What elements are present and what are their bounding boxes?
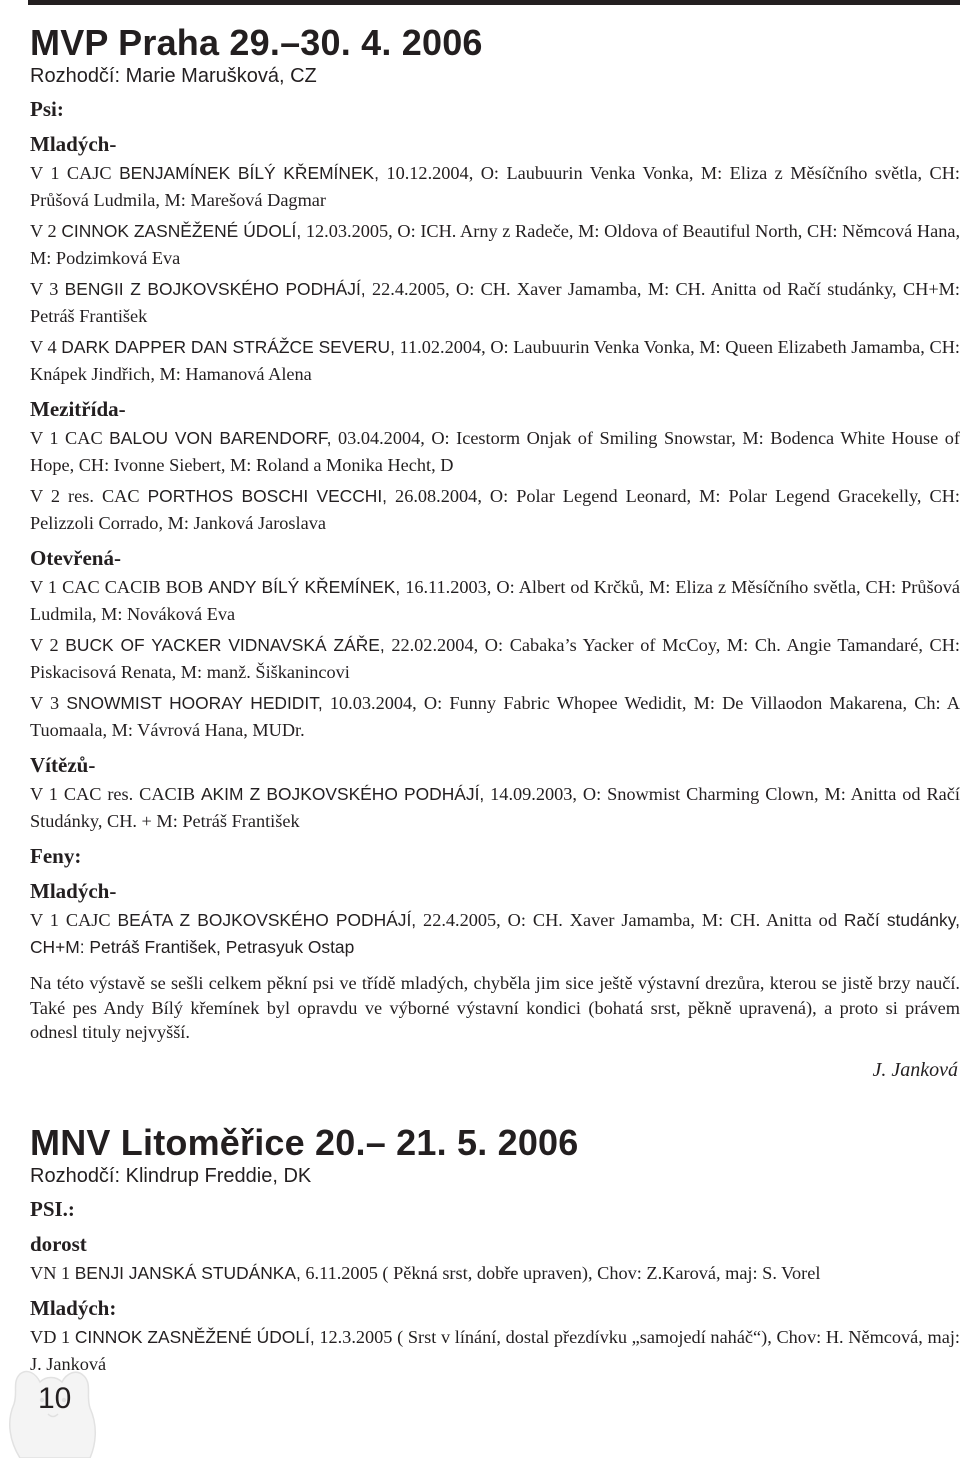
heading-class-junior: Mladých: — [30, 1295, 117, 1320]
entry-details: 6.11.2005 ( Pěkná srst, dobře upraven), Chov: Z.Karová, maj: S. Vorel — [300, 1262, 821, 1283]
entry — [30, 690, 960, 744]
commentary-paragraph: Na této výstavě se sešli celkem pěkní psi ve třídě mladých, chyběla jim sice ještě výstavní drezůra, kterou se jistě brzy naučí. Také pes Andy Bílý křemínek byl opravdu ve výborné výstavní kondici (bohatá srst, pěkně upravená), a proto si právem odnesl tituly nejvyšší. — [30, 973, 960, 1042]
entry-rank: V 4 — [30, 337, 62, 357]
entry-details: 26.08.2004, O: Polar Legend Leonard, M: Polar Legend Gracekelly, CH: Pelizzoli Corrado, M: Janková Jaroslava — [30, 486, 960, 533]
heading-class-junior: Mladých- — [30, 132, 117, 156]
entry-details: 03.04.2004, O: Icestorm Onjak of Smiling Snowstar, M: Bodenca White House of Hope, CH: Ivonne Siebert, M: Roland a Monika Hecht, D — [30, 428, 960, 475]
entry-details: 10.12.2004, O: Laubuurin Venka Vonka, M: Eliza z Měsíčního světla, CH: Průšová Ludmila, M: Marešová Dagmar — [30, 163, 960, 210]
dog-name: BEÁTA Z BOJKOVSKÉHO PODHÁJÍ, — [117, 910, 417, 930]
entry-details: 12.3.2005 ( Srst v línání, dostal přezdívku „samojedí naháč“), Chov: H. Němcová, maj: J. Janková — [30, 1326, 960, 1374]
entry-rank: V 1 CAC CACIB BOB — [30, 577, 209, 597]
entry — [30, 218, 960, 272]
dog-name: CINNOK ZASNĚŽENÉ ÚDOLÍ, — [61, 221, 302, 241]
entry-details-tail: Račí studánky, CH+M: Petráš František, Petrasyuk Ostap — [30, 910, 960, 957]
entry — [30, 781, 960, 835]
top-rule — [28, 0, 960, 5]
entry — [30, 276, 960, 330]
entry-details: 22.4.2005, O: CH. Xaver Jamamba, M: CH. Anitta od Račí studánky, CH+M: Petráš František — [30, 279, 960, 326]
dog-name: ANDY BÍLÝ KŘEMÍNEK, — [208, 577, 401, 597]
entry-rank: V 3 — [30, 279, 65, 299]
entry-details: 22.4.2005, O: CH. Xaver Jamamba, M: CH. Anitta od — [416, 910, 844, 930]
entry — [30, 425, 960, 479]
dog-name: CINNOK ZASNĚŽENÉ ÚDOLÍ, — [74, 1326, 315, 1347]
heading-class-intermediate: Mezitřída- — [30, 397, 126, 421]
entry — [30, 1260, 960, 1287]
entry — [30, 1324, 960, 1378]
heading-class-junior: Mladých- — [30, 879, 117, 903]
page-content — [30, 22, 960, 1382]
dog-name: BENGII Z BOJKOVSKÉHO PODHÁJÍ, — [64, 279, 366, 299]
entry-rank: V 1 CAJC — [30, 163, 120, 183]
heading-class-champions: Vítězů- — [30, 753, 96, 777]
entry-rank: VN 1 — [30, 1262, 75, 1283]
heading-class-open: Otevřená- — [30, 546, 121, 570]
dog-name: PORTHOS BOSCHI VECCHI, — [147, 486, 388, 506]
dog-name: BALOU VON BARENDORF, — [109, 428, 332, 448]
entry-details: 11.02.2004, O: Laubuurin Venka Vonka, M: Queen Elizabeth Jamamba, CH: Knápek Jindřich, M: Hamanová Alena — [30, 337, 960, 384]
dog-name: SNOWMIST HOORAY HEDIDIT, — [66, 693, 323, 713]
entry-rank: V 1 CAC — [30, 428, 110, 448]
heading-males: PSI.: — [30, 1196, 75, 1221]
section-title: MNV Litoměřice 20.– 21. 5. 2006 — [30, 1121, 579, 1163]
entry-rank: V 2 — [30, 221, 62, 241]
dog-name: BENJAMÍNEK BÍLÝ KŘEMÍNEK, — [119, 163, 379, 183]
page-number: 10 — [38, 1382, 72, 1415]
entry-details: 12.03.2005, O: ICH. Arny z Radeče, M: Oldova of Beautiful North, CH: Němcová Hana, M: Podzimková Eva — [30, 221, 960, 268]
entry-rank: VD 1 — [30, 1326, 75, 1347]
heading-females: Feny: — [30, 844, 82, 868]
entry-rank: V 1 CAJC — [30, 910, 118, 930]
dog-name: AKIM Z BOJKOVSKÉHO PODHÁJÍ, — [200, 784, 485, 804]
entry — [30, 160, 960, 214]
section-litomerice — [30, 1122, 960, 1378]
entry — [30, 632, 960, 686]
judge-line: Rozhodčí: Marie Marušková, CZ — [30, 65, 317, 87]
entry — [30, 574, 960, 628]
entry-rank: V 1 CAC res. CACIB — [30, 784, 201, 804]
entry — [30, 907, 960, 961]
dog-name: BUCK OF YACKER VIDNAVSKÁ ZÁŘE, — [65, 635, 385, 655]
dog-name: BENJI JANSKÁ STUDÁNKA, — [74, 1262, 301, 1283]
entry — [30, 334, 960, 388]
heading-class-baby: dorost — [30, 1231, 87, 1256]
entry — [30, 483, 960, 537]
judge-line: Rozhodčí: Klindrup Freddie, DK — [30, 1164, 312, 1187]
heading-males: Psi: — [30, 97, 64, 121]
entry-rank: V 2 — [30, 635, 66, 655]
entry-details: 16.11.2003, O: Albert od Krčků, M: Eliza z Měsíčního světla, CH: Průšová Ludmila, M: Nováková Eva — [30, 577, 960, 624]
entry-rank: V 2 res. CAC — [30, 486, 148, 506]
entry-details: 22.02.2004, O: Cabaka’s Yacker of McCoy, M: Ch. Angie Tamandaré, CH: Piskacisová Renata, M: manž. Šiškanincovi — [30, 635, 960, 682]
author-signature: J. Janková — [872, 1058, 958, 1081]
entry-details: 14.09.2003, O: Snowmist Charming Clown, M: Anitta od Račí Studánky, CH. + M: Petráš František — [30, 784, 960, 831]
entry-rank: V 3 — [30, 693, 67, 713]
entry-details: 10.03.2004, O: Funny Fabric Whopee Wedidit, M: De Villaodon Makarena, Ch: A Tuomaala, M: Vávrová Hana, MUDr. — [30, 693, 960, 740]
dog-name: DARK DAPPER DAN STRÁŽCE SEVERU, — [61, 337, 395, 357]
section-title: MVP Praha 29.–30. 4. 2006 — [30, 22, 483, 63]
